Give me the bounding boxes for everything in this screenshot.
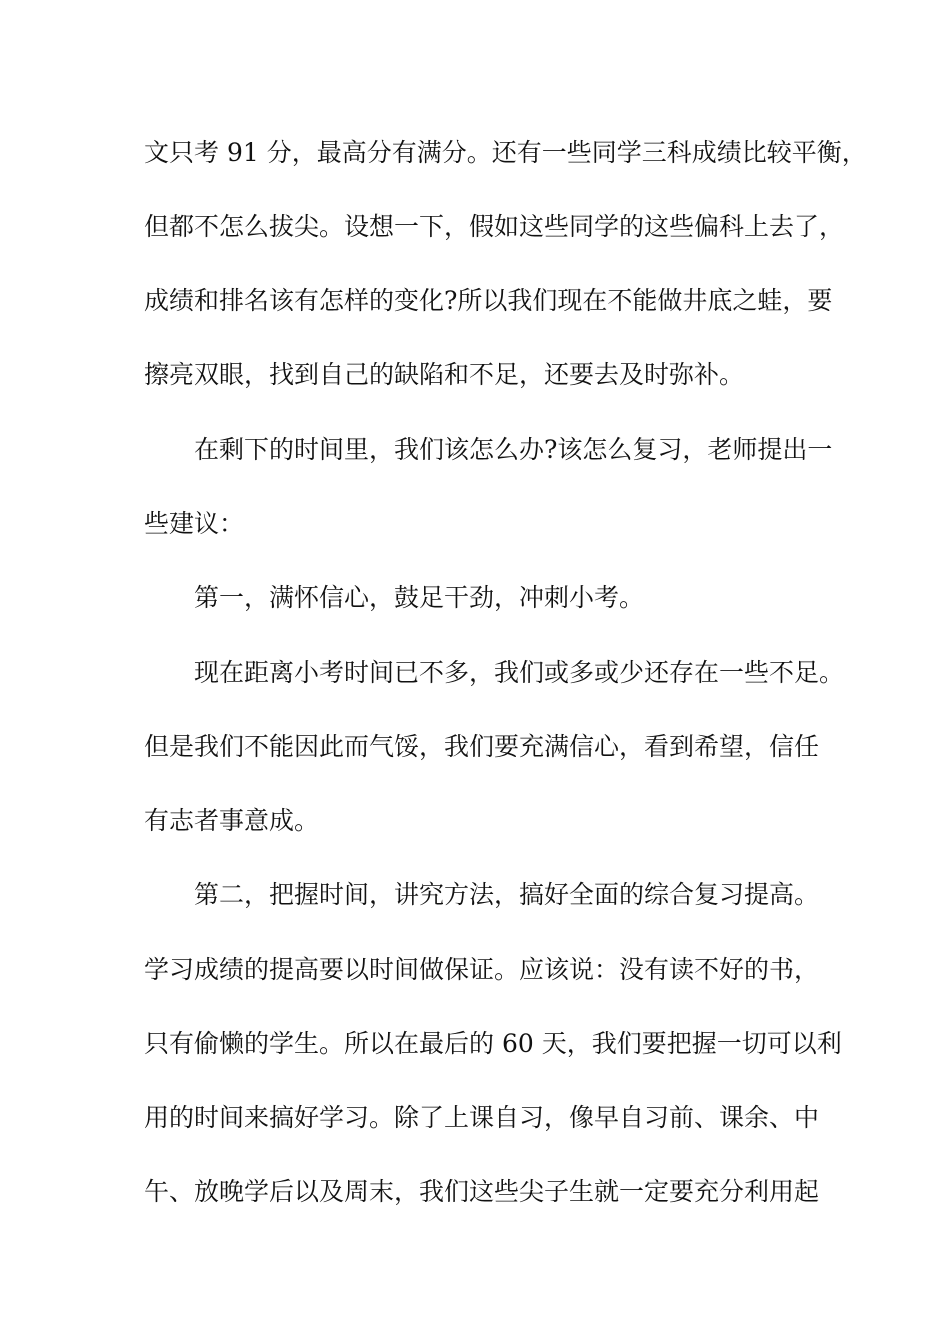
- text-line: 学习成绩的提高要以时间做保证。应该说：没有读不好的书，: [144, 955, 820, 984]
- text-line: 成绩和排名该有怎样的变化?所以我们现在不能做井底之蛙，要: [144, 286, 833, 315]
- section-heading-second: 第二，把握时间，讲究方法，搞好全面的综合复习提高。: [194, 880, 820, 909]
- paragraph-start-line: 在剩下的时间里，我们该怎么办?该怎么复习，老师提出一: [194, 435, 833, 464]
- section-heading-first: 第一，满怀信心，鼓足干劲，冲刺小考。: [194, 583, 645, 612]
- text-line: 文只考 91 分，最高分有满分。还有一些同学三科成绩比较平衡，: [144, 138, 867, 167]
- text-line: 午、放晚学后以及周末，我们这些尖子生就一定要充分利用起: [144, 1177, 820, 1206]
- text-line: 些建议：: [144, 509, 245, 538]
- text-line: 但都不怎么拔尖。设想一下，假如这些同学的这些偏科上去了，: [144, 212, 845, 241]
- text-line: 只有偷懒的学生。所以在最后的 60 天，我们要把握一切可以利: [144, 1029, 842, 1058]
- paragraph-start-line: 现在距离小考时间已不多，我们或多或少还存在一些不足。: [194, 658, 845, 687]
- text-line: 但是我们不能因此而气馁，我们要充满信心，看到希望，信任: [144, 732, 820, 761]
- text-line: 有志者事意成。: [144, 806, 320, 835]
- text-line: 擦亮双眼，找到自己的缺陷和不足，还要去及时弥补。: [144, 360, 745, 389]
- text-line: 用的时间来搞好学习。除了上课自习，像早自习前、课余、中: [144, 1103, 820, 1132]
